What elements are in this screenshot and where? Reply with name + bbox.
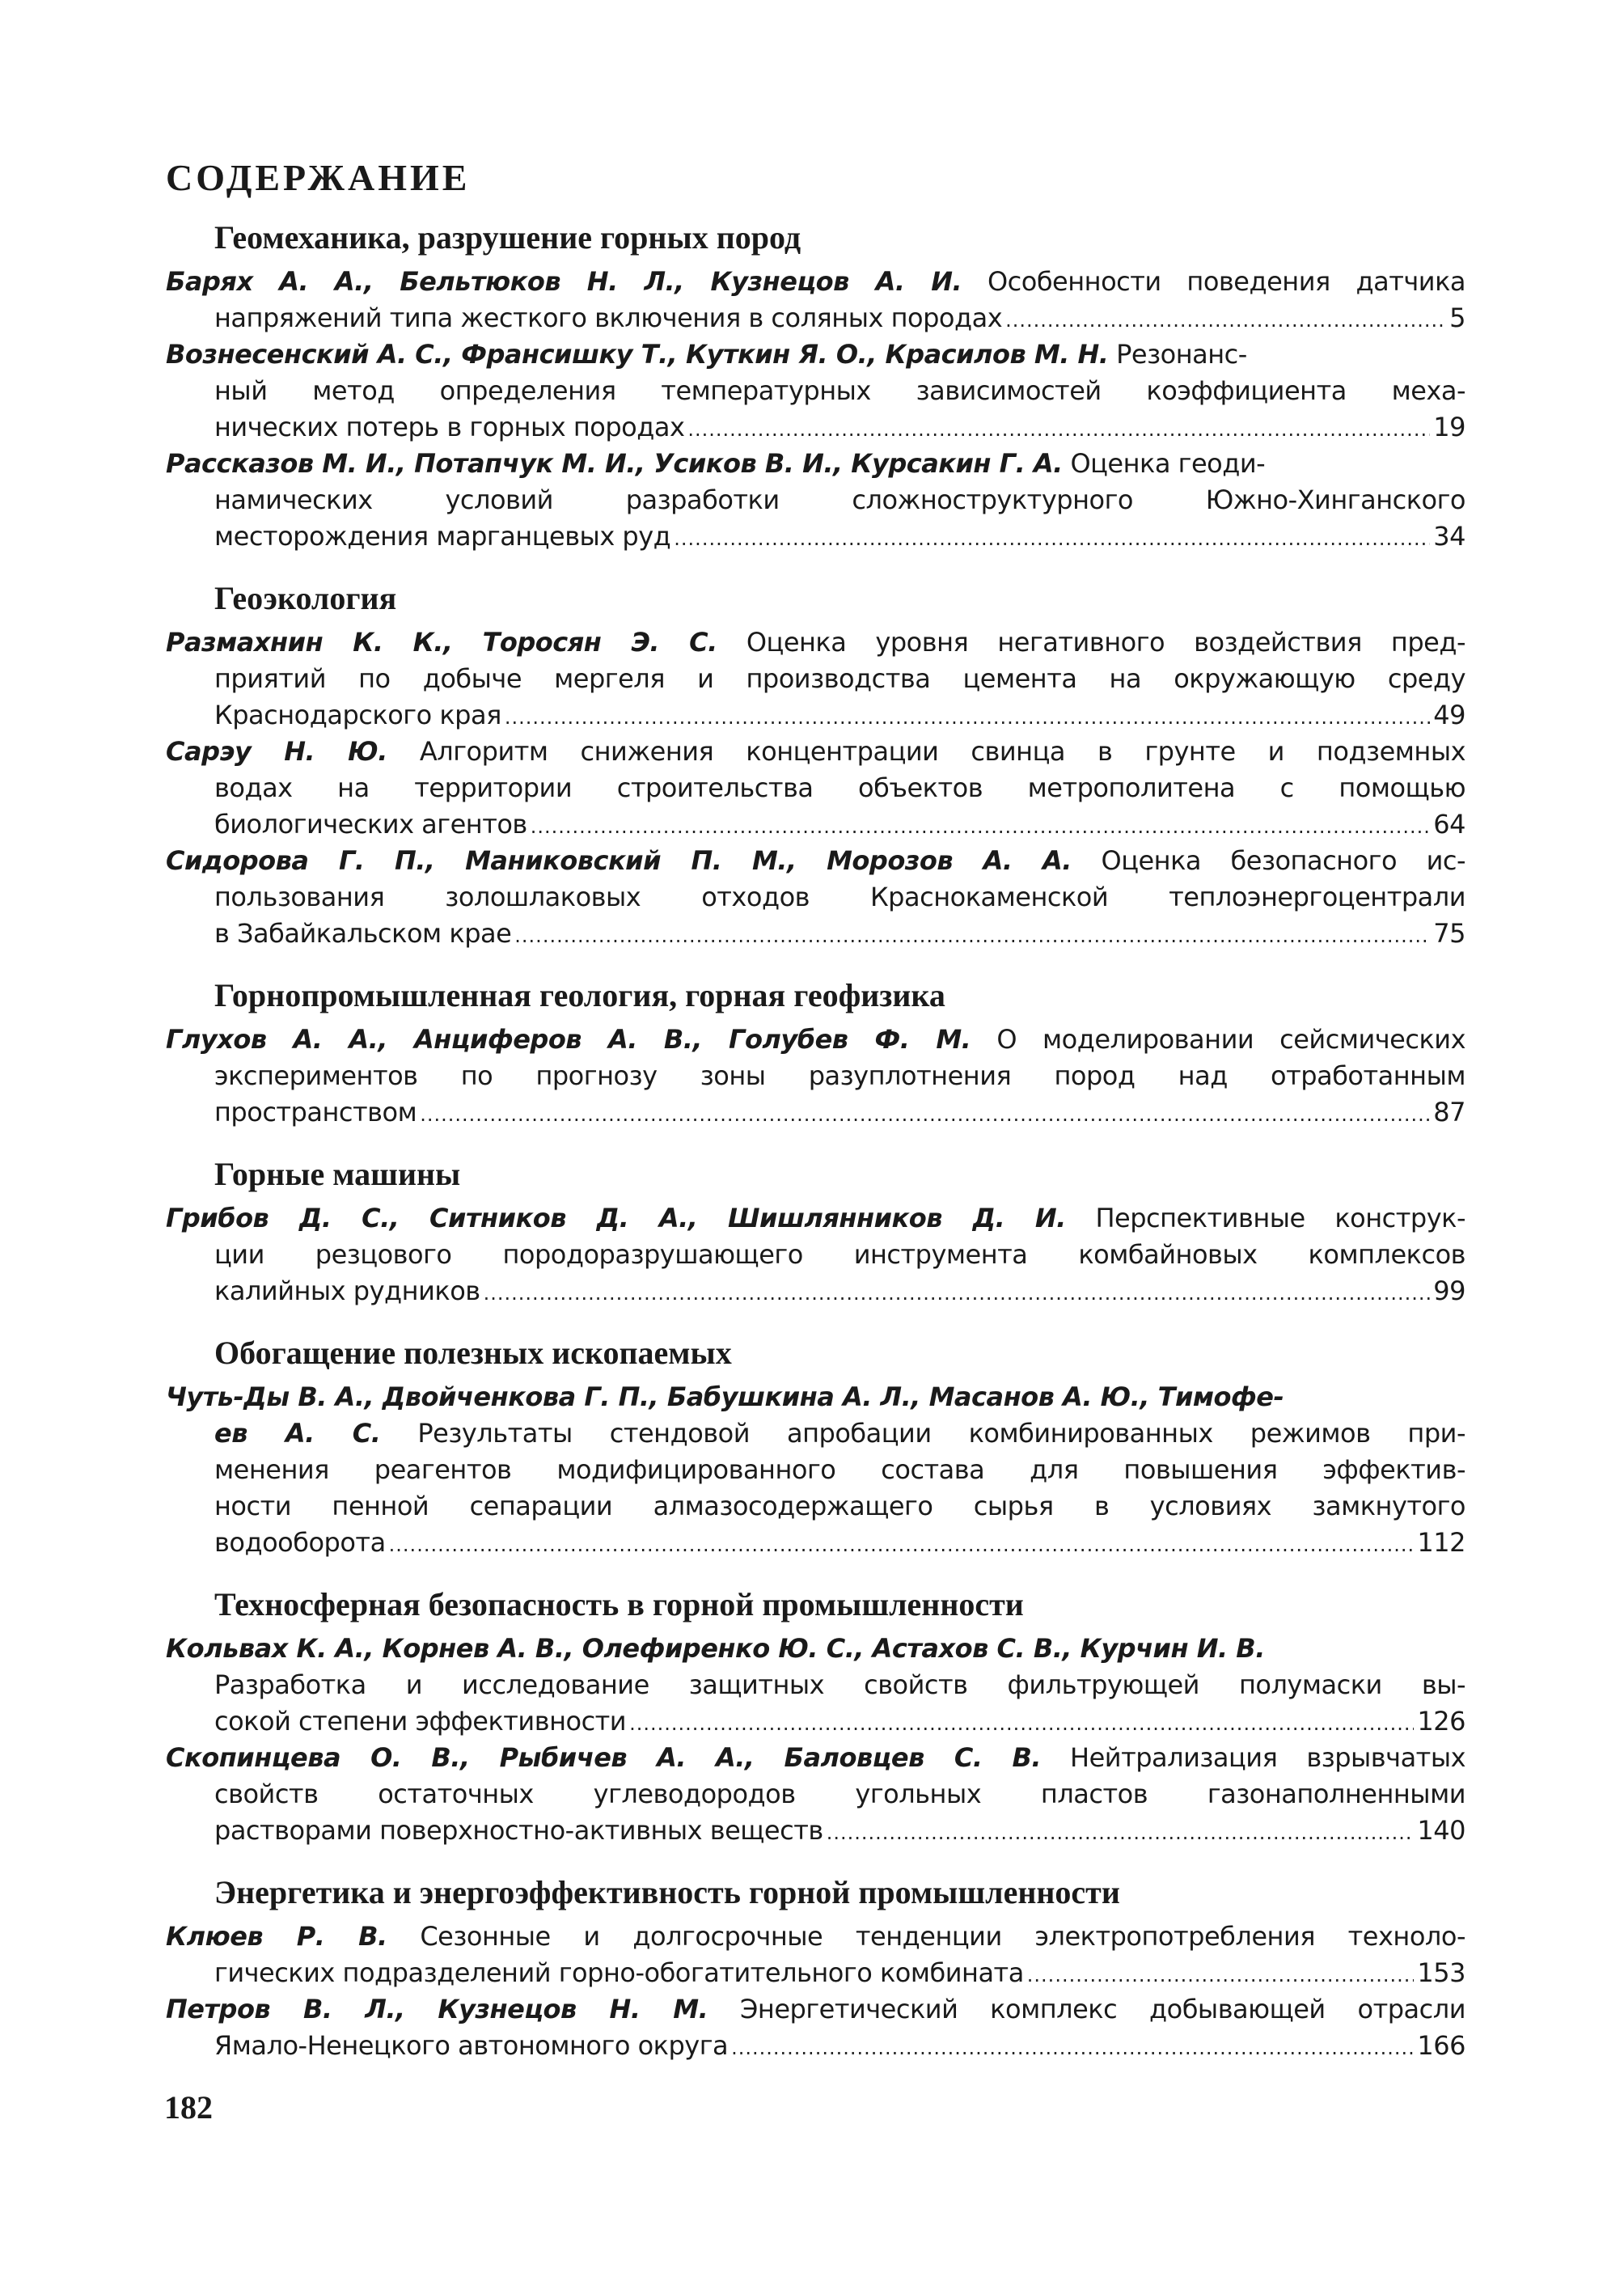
leader-dots: [687, 412, 1430, 448]
entry-title-line: [166, 1237, 1465, 1273]
entry-title-part: водах на территории строительства объектов метрополитена с помощью: [214, 772, 1465, 803]
section-heading: Горнопромышленная геология, горная геофизика: [214, 977, 945, 1013]
entry-title-part: Алгоритм снижения концентрации свинца в грунте и подземных: [419, 736, 1465, 767]
entry-first-line: [166, 1919, 1465, 1955]
leader-dots: [420, 1097, 1430, 1133]
entry-page-number[interactable]: 126: [1417, 1706, 1465, 1737]
entry-authors: Кольвах К. А., Корнев А. В., Олефиренко Ю. С., Астахов С. В., Курчин И. В.: [166, 1633, 1265, 1664]
toc-entry[interactable]: [166, 1919, 1465, 1991]
entry-title-part: гических подразделений горно-обогатительного комбината: [214, 1957, 1024, 1988]
entry-title-part: пространством: [214, 1097, 417, 1127]
entry-first-line: [166, 1631, 1465, 1667]
entry-page-number[interactable]: 112: [1417, 1527, 1465, 1558]
page-number: 182: [164, 2089, 213, 2126]
entry-title-part: Краснодарского края: [214, 700, 501, 730]
entry-authors: Петров В. Л., Кузнецов Н. М.: [166, 1994, 708, 2024]
page-title: СОДЕРЖАНИЕ: [166, 157, 471, 198]
leader-dots: [514, 918, 1430, 954]
entry-first-line: [166, 1200, 1465, 1237]
toc-entry[interactable]: [166, 1379, 1465, 1561]
leader-dots: [484, 1276, 1431, 1312]
entry-title-part: свойств остаточных углеводородов угольных пластов газонаполненными: [214, 1779, 1465, 1809]
entry-authors-continued: ев А. С.: [214, 1418, 381, 1449]
entry-title-line: [166, 1058, 1465, 1094]
leader-dots: [389, 1527, 1415, 1563]
toc-section: [166, 555, 1465, 952]
entry-page-number[interactable]: 140: [1417, 1815, 1465, 1846]
entry-page-number[interactable]: 34: [1433, 521, 1465, 552]
section-spacer: [166, 1561, 1465, 1580]
entry-page-number[interactable]: 166: [1417, 2030, 1465, 2061]
section-heading: Обогащение полезных ископаемых: [214, 1335, 732, 1371]
entry-first-line: [166, 336, 1465, 373]
entry-last-line: [166, 1955, 1465, 1991]
toc-entry[interactable]: [166, 624, 1465, 734]
entry-title-part: нических потерь в горных породах: [214, 412, 685, 442]
toc-entry[interactable]: [166, 336, 1465, 446]
entry-authors: Вознесенский А. С., Франсишку Т., Куткин Я. О., Красилов М. Н.: [166, 339, 1109, 370]
entry-first-line: [166, 446, 1465, 482]
entry-title-part: Оценка безопасного ис-: [1101, 845, 1465, 876]
toc-entry[interactable]: [166, 843, 1465, 952]
entry-last-line: [166, 1703, 1465, 1740]
entry-title-part: Перспективные конструк-: [1095, 1203, 1465, 1233]
entry-title-part: калийных рудников: [214, 1276, 480, 1306]
entry-first-line: [166, 1022, 1465, 1058]
entry-title-part: Оценка уровня негативного воздействия пред-: [746, 627, 1465, 658]
entry-last-line: [166, 409, 1465, 446]
section-spacer: [166, 555, 1465, 574]
entry-title-part: менения реагентов модифицированного состава для повышения эффектив-: [214, 1454, 1465, 1485]
entry-title-part: Сезонные и долгосрочные тенденции электропотребления техноло-: [420, 1921, 1465, 1952]
entry-authors: Сидорова Г. П., Маниковский П. М., Морозов А. А.: [166, 845, 1072, 876]
section-heading: Геомеханика, разрушение горных пород: [214, 219, 801, 256]
entry-title-part: Энергетический комплекс добывающей отрасли: [740, 1994, 1465, 2024]
toc-section: [166, 952, 1465, 1131]
entry-title-part: сокой степени эффективности: [214, 1706, 627, 1737]
entry-last-line: [166, 300, 1465, 336]
entry-title-part: ный метод определения температурных зависимостей коэффициента меха-: [214, 375, 1465, 406]
entry-authors: Скопинцева О. В., Рыбичев А. А., Баловцев С. В.: [166, 1742, 1042, 1773]
entry-title-line: [166, 1488, 1465, 1525]
section-spacer: [166, 1309, 1465, 1329]
entry-page-number[interactable]: 19: [1433, 412, 1465, 442]
toc-sections: [166, 218, 1465, 2064]
entry-title-part: в Забайкальском крае: [214, 918, 512, 949]
entry-page-number[interactable]: 5: [1449, 302, 1465, 333]
entry-last-line: [166, 1273, 1465, 1309]
entry-title-part: Нейтрализация взрывчатых: [1070, 1742, 1465, 1773]
entry-title-line: [166, 1667, 1465, 1703]
entry-last-line: [166, 2028, 1465, 2064]
section-spacer: [166, 1849, 1465, 1868]
toc-entry[interactable]: [166, 264, 1465, 336]
section-heading: Техносферная безопасность в горной промышленности: [214, 1586, 1024, 1622]
entry-last-line: [166, 916, 1465, 952]
entry-title-line: [166, 1415, 1465, 1452]
section-spacer: [166, 1131, 1465, 1150]
entry-title-line: [166, 770, 1465, 806]
entry-last-line: [166, 1813, 1465, 1849]
entry-page-number[interactable]: 153: [1417, 1957, 1465, 1988]
entry-title-part: биологических агентов: [214, 809, 527, 840]
table-of-contents: [166, 154, 1465, 2064]
entry-title-part: экспериментов по прогнозу зоны разуплотнения пород над отработанным: [214, 1060, 1465, 1091]
toc-entry[interactable]: [166, 1991, 1465, 2064]
entry-title-part: Резонанс-: [1116, 339, 1247, 370]
toc-entry[interactable]: [166, 1740, 1465, 1849]
entry-first-line: [166, 1379, 1465, 1415]
entry-first-line: [166, 1740, 1465, 1776]
entry-title-part: Ямало-Ненецкого автономного округа: [214, 2030, 729, 2061]
entry-title-part: месторождения марганцевых руд: [214, 521, 671, 552]
section-heading: Геоэкология: [214, 580, 397, 616]
entry-page-number[interactable]: 49: [1433, 700, 1465, 730]
entry-title-line: [166, 1452, 1465, 1488]
leader-dots: [827, 1815, 1415, 1851]
toc-section: [166, 1309, 1465, 1561]
entry-title-part: пользования золошлаковых отходов Краснокаменской теплоэнергоцентрали: [214, 882, 1465, 912]
entry-title-line: [166, 661, 1465, 697]
entry-first-line: [166, 624, 1465, 661]
section-spacer: [166, 952, 1465, 971]
entry-title-line: [166, 373, 1465, 409]
toc-section: [166, 1561, 1465, 1849]
leader-dots: [674, 521, 1430, 557]
toc-entry[interactable]: [166, 734, 1465, 843]
leader-dots: [731, 2030, 1414, 2067]
entry-last-line: [166, 1094, 1465, 1131]
leader-dots: [1027, 1957, 1415, 1994]
entry-authors: Рассказов М. И., Потапчук М. И., Усиков В. И., Курсакин Г. А.: [166, 448, 1063, 479]
section-heading: Энергетика и энергоэффективность горной промышленности: [214, 1874, 1120, 1910]
entry-last-line: [166, 697, 1465, 734]
entry-authors: Клюев Р. В.: [166, 1921, 387, 1952]
entry-title-part: напряжений типа жесткого включения в соляных породах: [214, 302, 1003, 333]
entry-last-line: [166, 518, 1465, 555]
entry-page-number[interactable]: 75: [1433, 918, 1465, 949]
entry-title-part: Результаты стендовой апробации комбинированных режимов при-: [417, 1418, 1465, 1449]
entry-title-part: растворами поверхностно-активных веществ: [214, 1815, 823, 1846]
entry-title-line: [166, 482, 1465, 518]
entry-title-line: [166, 1776, 1465, 1813]
entry-authors: Чуть-Ды В. А., Двойченкова Г. П., Бабушкина А. Л., Масанов А. Ю., Тимофе-: [166, 1381, 1284, 1412]
toc-entry[interactable]: [166, 446, 1465, 555]
entry-authors: Барях А. А., Бельтюков Н. Л., Кузнецов А. И.: [166, 266, 962, 297]
entry-title-part: О моделировании сейсмических: [996, 1024, 1465, 1055]
toc-section: [166, 1131, 1465, 1309]
leader-dots: [505, 700, 1430, 736]
entry-title-part: водооборота: [214, 1527, 386, 1558]
toc-entry[interactable]: [166, 1022, 1465, 1131]
entry-title-part: Разработка и исследование защитных свойств фильтрующей полумаски вы-: [214, 1669, 1465, 1700]
entry-page-number[interactable]: 99: [1433, 1276, 1465, 1306]
toc-section: [166, 218, 1465, 555]
entry-first-line: [166, 264, 1465, 300]
entry-title-part: Особенности поведения датчика: [987, 266, 1465, 297]
entry-page-number[interactable]: 87: [1433, 1097, 1465, 1127]
section-heading: Горные машины: [214, 1156, 461, 1192]
entry-authors: Размахнин К. К., Торосян Э. С.: [166, 627, 717, 658]
toc-entry[interactable]: [166, 1631, 1465, 1740]
leader-dots: [531, 809, 1431, 845]
entry-last-line: [166, 806, 1465, 843]
toc-entry[interactable]: [166, 1200, 1465, 1309]
entry-title-part: намических условий разработки сложноструктурного Южно-Хинганского: [214, 484, 1465, 515]
entry-title-part: ности пенной сепарации алмазосодержащего сырья в условиях замкнутого: [214, 1491, 1465, 1521]
entry-authors: Грибов Д. С., Ситников Д. А., Шишлянников Д. И.: [166, 1203, 1066, 1233]
entry-first-line: [166, 1991, 1465, 2028]
entry-page-number[interactable]: 64: [1433, 809, 1465, 840]
entry-first-line: [166, 734, 1465, 770]
leader-dots: [1005, 302, 1446, 339]
entry-title-part: приятий по добыче мергеля и производства цемента на окружающую среду: [214, 663, 1465, 694]
entry-title-line: [166, 879, 1465, 916]
toc-section: [166, 1849, 1465, 2064]
entry-authors: Глухов А. А., Анциферов А. В., Голубев Ф. М.: [166, 1024, 971, 1055]
entry-title-part: ции резцового породоразрушающего инструмента комбайновых комплексов: [214, 1239, 1465, 1270]
entry-last-line: [166, 1525, 1465, 1561]
entry-first-line: [166, 843, 1465, 879]
leader-dots: [629, 1706, 1414, 1742]
entry-authors: Сарэу Н. Ю.: [166, 736, 387, 767]
entry-title-part: Оценка геоди-: [1070, 448, 1266, 479]
